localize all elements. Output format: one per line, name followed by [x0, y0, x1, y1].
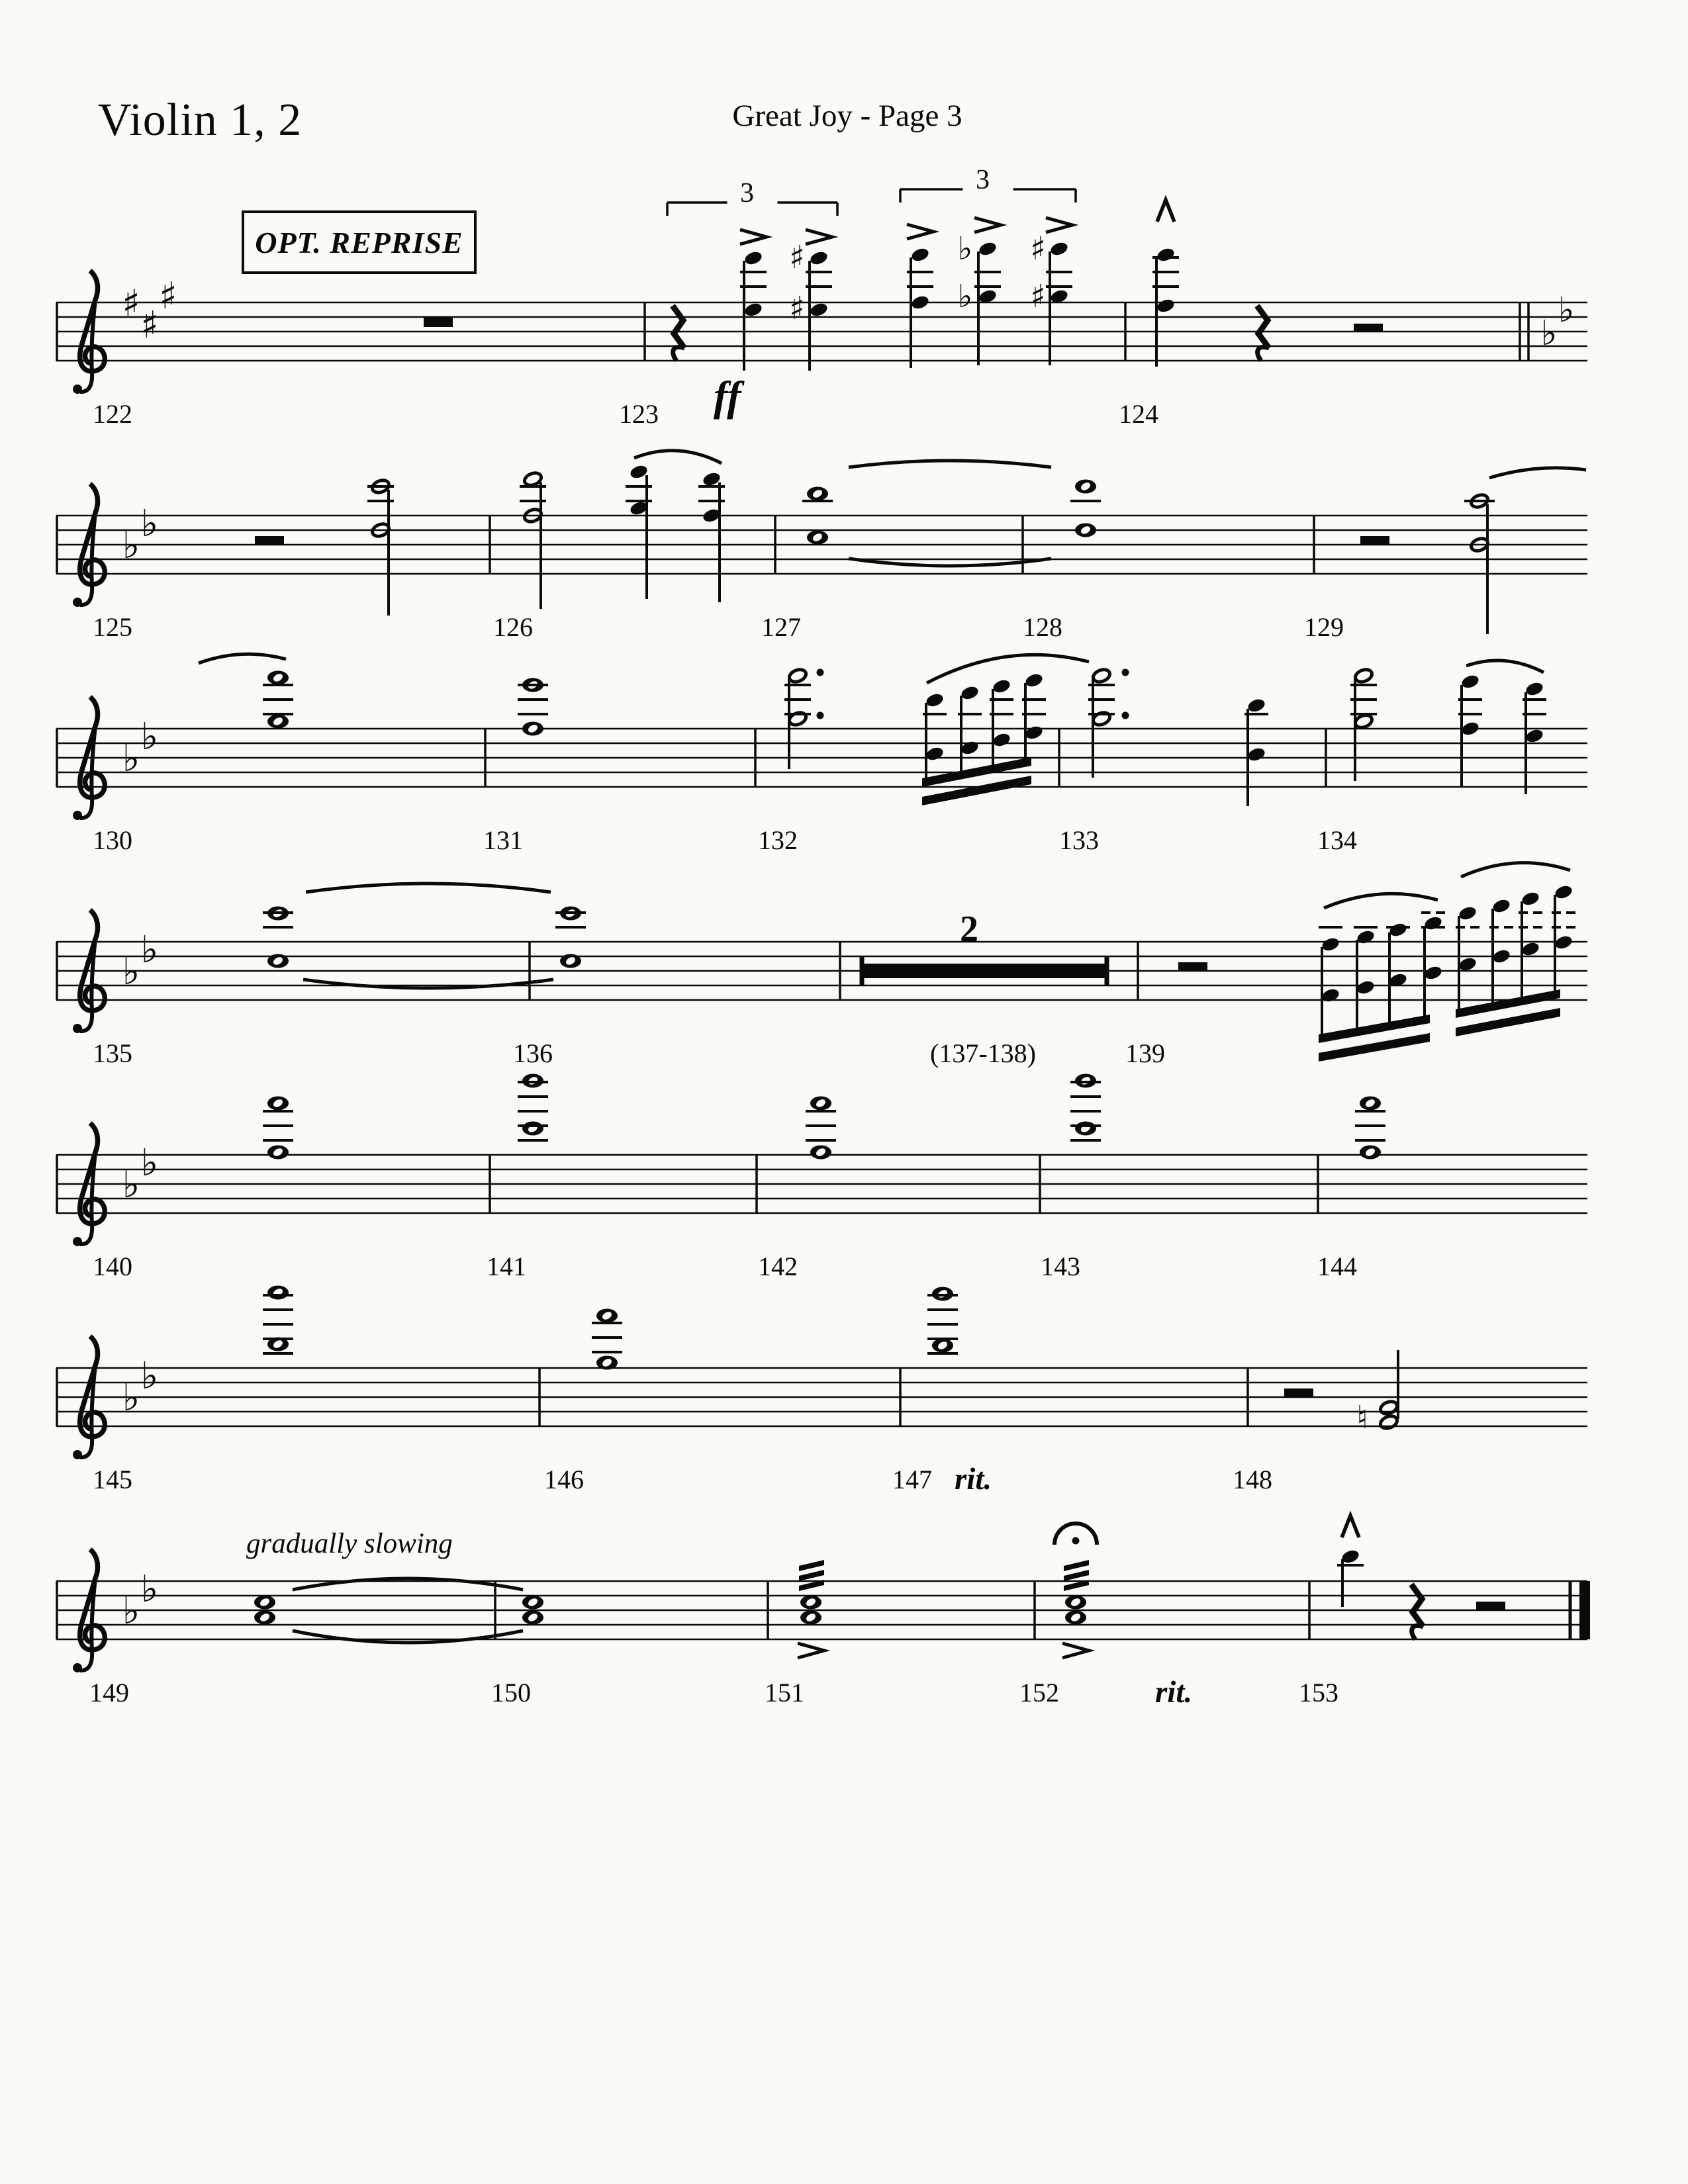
quarter-note-head [1460, 720, 1480, 737]
tuplet-number: 3 [740, 178, 754, 208]
accidental-flat-icon: ♭ [1540, 314, 1558, 353]
measure-number: 130 [93, 825, 132, 855]
accidental-flat-icon: ♭ [1558, 291, 1575, 330]
half-note-head [1379, 1399, 1399, 1416]
quarter-note-head [1246, 746, 1266, 762]
quarter-rest [1257, 306, 1269, 361]
quarter-note-head [1388, 921, 1408, 938]
quarter-note-head [1423, 964, 1443, 981]
slur [1466, 660, 1544, 672]
marcato-mark [1157, 200, 1174, 222]
measure-number: 135 [93, 1038, 132, 1068]
quarter-note-head [1460, 673, 1480, 690]
accidental-sharp-icon: ♯ [122, 282, 140, 325]
slur [293, 1578, 523, 1590]
slur [927, 655, 1089, 683]
half-rest [1354, 324, 1383, 332]
measure-number: 150 [491, 1678, 531, 1707]
accidental-flat-icon: ♭ [140, 1142, 159, 1185]
measure-number: 153 [1299, 1678, 1338, 1707]
quarter-note-head [1521, 890, 1540, 907]
slur [634, 451, 722, 463]
augmentation-dot [1122, 669, 1129, 676]
quarter-note-head [1554, 934, 1573, 950]
accent-mark [806, 230, 832, 244]
page-header: Great Joy - Page 3 [732, 99, 962, 133]
accidental-flat-icon: ♭ [122, 1163, 140, 1206]
accidental-sharp-icon: ♯ [140, 304, 159, 347]
accidental-natural-icon: ♮ [1356, 1399, 1368, 1436]
measure-number: 147 [892, 1465, 932, 1494]
measure-number: 143 [1041, 1251, 1080, 1281]
tuplet-number: 3 [976, 165, 990, 195]
measure-number: 151 [765, 1678, 804, 1707]
measure-number: 122 [93, 399, 132, 429]
accidental-flat-icon: ♭ [957, 278, 973, 315]
half-rest [1284, 1388, 1313, 1397]
measure-number: 145 [93, 1465, 132, 1494]
quarter-note-head [809, 250, 829, 266]
quarter-note-head [1423, 915, 1443, 931]
slur [306, 884, 551, 892]
accidental-sharp-icon: ♯ [1030, 230, 1046, 267]
quarter-note-head [809, 301, 829, 318]
slur [1324, 893, 1438, 908]
half-rest [1476, 1602, 1505, 1610]
half-note-head [1092, 667, 1111, 684]
tremolo-slash [1064, 1570, 1089, 1581]
tremolo-slash [799, 1560, 824, 1571]
measure-number: 149 [89, 1678, 129, 1707]
quarter-note-head [1321, 936, 1340, 952]
augmentation-dot [817, 669, 824, 676]
accidental-flat-icon: ♭ [140, 1568, 159, 1611]
accidental-flat-icon: ♭ [122, 1377, 140, 1420]
quarter-note-head [1356, 979, 1376, 995]
quarter-note-head [743, 301, 763, 318]
accidental-sharp-icon: ♯ [159, 275, 177, 318]
half-note-head [1379, 1414, 1399, 1430]
measure-number: 125 [93, 612, 132, 642]
measure-number: 139 [1125, 1038, 1165, 1068]
measure-number: 133 [1059, 825, 1099, 855]
multirest-count: 2 [960, 909, 978, 950]
quarter-note-head [1156, 246, 1176, 263]
quarter-note-head [1491, 948, 1511, 964]
half-rest [255, 536, 284, 545]
accidental-flat-icon: ♭ [957, 230, 973, 267]
accidental-sharp-icon: ♯ [1030, 278, 1046, 315]
half-rest [1178, 962, 1207, 971]
quarter-note-head [960, 684, 980, 701]
accidental-flat-icon: ♭ [122, 737, 140, 780]
measure-number: 146 [544, 1465, 584, 1494]
accidental-flat-icon: ♭ [122, 950, 140, 993]
measure-number: 148 [1233, 1465, 1272, 1494]
accidental-flat-icon: ♭ [140, 1355, 159, 1398]
accidental-flat-icon: ♭ [122, 1590, 140, 1633]
accidental-flat-icon: ♭ [140, 929, 159, 972]
measure-number: 124 [1119, 399, 1158, 429]
half-note-head [788, 667, 808, 684]
measure-number: 144 [1317, 1251, 1357, 1281]
quarter-note-head [1521, 940, 1540, 957]
final-barline-thick [1579, 1581, 1590, 1639]
accent-mark [740, 230, 767, 244]
accent-mark [907, 224, 933, 239]
measure-number: 132 [758, 825, 798, 855]
measure-number: 136 [513, 1038, 553, 1068]
measure-number: 131 [483, 825, 523, 855]
slur [303, 979, 553, 988]
accent-mark [1046, 218, 1072, 232]
quarter-note-head [1246, 697, 1266, 713]
fermata-dot [1072, 1537, 1080, 1545]
instrument-label: Violin 1, 2 [98, 95, 303, 146]
measure-number: 142 [758, 1251, 798, 1281]
opt-reprise-label: OPT. REPRISE [255, 225, 463, 259]
quarter-note-head [1024, 672, 1044, 688]
rit-marking: rit. [955, 1462, 992, 1496]
quarter-note-head [743, 250, 763, 266]
measure-number: 126 [493, 612, 533, 642]
measure-number: 140 [93, 1251, 132, 1281]
tremolo-slash [1064, 1560, 1089, 1571]
quarter-note-head [992, 678, 1011, 694]
dynamic-ff: ff [714, 373, 741, 420]
measure-number: 129 [1304, 612, 1344, 642]
quarter-note-head [978, 240, 998, 257]
accidental-sharp-icon: ♯ [789, 239, 805, 276]
accidental-flat-icon: ♭ [140, 715, 159, 758]
whole-rest [424, 318, 453, 327]
augmentation-dot [1122, 712, 1129, 719]
measure-number: 123 [619, 399, 659, 429]
quarter-note-head [925, 745, 945, 762]
slur [293, 1631, 523, 1643]
slur [1461, 863, 1570, 877]
quarter-note-head [1156, 297, 1176, 314]
augmentation-dot [817, 712, 824, 719]
quarter-note-head [1491, 897, 1511, 914]
measure-number: 134 [1317, 825, 1357, 855]
quarter-rest [673, 306, 684, 361]
half-rest [1360, 536, 1389, 545]
accidental-flat-icon: ♭ [122, 524, 140, 567]
measure-number: 141 [487, 1251, 526, 1281]
accidental-sharp-icon: ♯ [789, 290, 805, 327]
rit-marking: rit. [1155, 1675, 1193, 1709]
slur [849, 461, 1051, 467]
measure-number: 128 [1023, 612, 1062, 642]
tremolo-slash [799, 1570, 824, 1581]
half-note-head [1354, 713, 1374, 729]
slur [199, 654, 286, 663]
quarter-note-head [1458, 905, 1477, 921]
half-note-head [1354, 667, 1374, 684]
accent-mark [798, 1643, 824, 1658]
quarter-note-head [910, 294, 930, 310]
measure-number: 127 [761, 612, 801, 642]
accidental-flat-icon: ♭ [140, 502, 159, 545]
quarter-note-head [1024, 724, 1044, 741]
quarter-note-head [1049, 240, 1069, 257]
quarter-note-head [992, 731, 1011, 748]
measure-number: 152 [1019, 1678, 1059, 1707]
tempo-text: gradually slowing [246, 1528, 453, 1559]
quarter-rest [1411, 1584, 1423, 1639]
slur [1489, 468, 1586, 478]
quarter-note-head [1356, 929, 1376, 945]
quarter-note-head [1554, 884, 1573, 900]
accent-mark [974, 218, 1001, 232]
multirest-bar [862, 964, 1107, 978]
quarter-note-head [1524, 727, 1544, 744]
marcato-mark [1342, 1516, 1359, 1537]
quarter-note-head [1524, 680, 1544, 697]
quarter-note-head [960, 739, 980, 756]
measure-number: (137-138) [930, 1038, 1036, 1068]
quarter-note-head [925, 692, 945, 708]
quarter-note-head [1321, 987, 1340, 1003]
accent-mark [1062, 1643, 1089, 1658]
quarter-note-head [910, 246, 930, 263]
